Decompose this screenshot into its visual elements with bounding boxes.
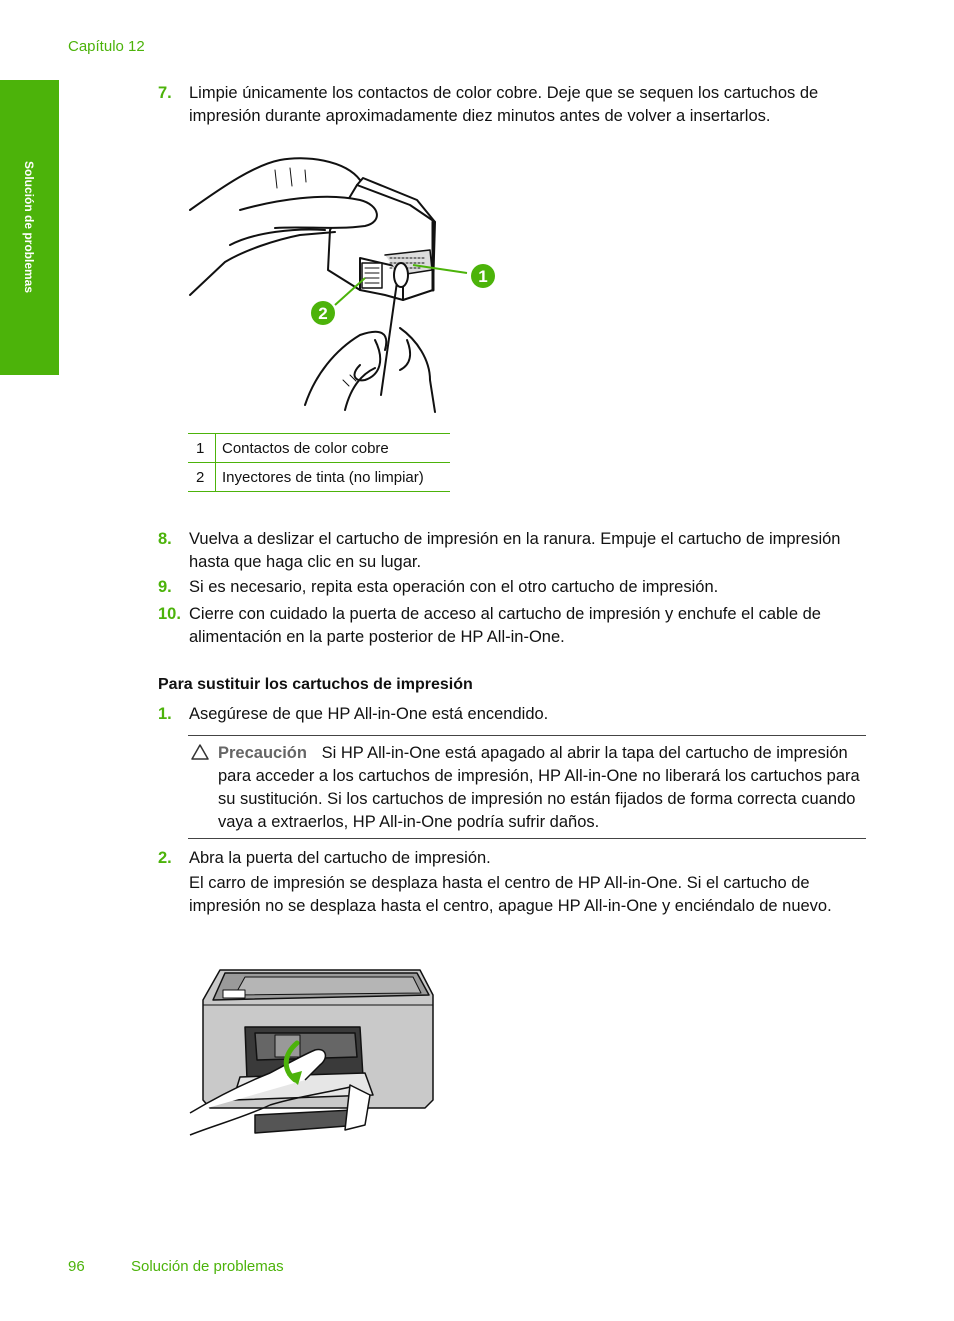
legend-label: Inyectores de tinta (no limpiar) <box>216 463 451 492</box>
chapter-header: Capítulo 12 <box>68 38 145 55</box>
step-2 <box>158 847 870 918</box>
step-number: 10. <box>158 605 181 623</box>
step-10 <box>158 603 870 649</box>
legend-label: Contactos de color cobre <box>216 434 451 463</box>
legend-number: 2 <box>188 463 216 492</box>
step-number: 1. <box>158 705 172 723</box>
printer-open-door-illustration <box>185 965 440 1150</box>
step-text: Si es necesario, repita esta operación con el otro cartucho de impresión. <box>189 578 719 596</box>
footer-title: Solución de problemas <box>131 1258 284 1275</box>
caution-text-block <box>218 742 864 834</box>
side-tab <box>0 80 59 375</box>
step-7 <box>158 82 870 128</box>
step-text: Asegúrese de que HP All-in-One está encendido. <box>189 705 549 723</box>
step-number: 2. <box>158 849 172 867</box>
caution-label: Precaución <box>218 744 307 762</box>
section-title: Para sustituir los cartuchos de impresión <box>158 676 473 693</box>
page-number: 96 <box>68 1258 85 1275</box>
caution-text: Si HP All-in-One está apagado al abrir la tapa del cartucho de impresión para acceder a los cartuchos de impresión, HP All-in-One no liberará los cartuchos para su sustitución. Si los cartuchos de impresión no están fijados de forma correcta cuando vaya a extraerlos, HP All-in-One podría sufrir daños. <box>218 744 860 831</box>
step-1 <box>158 703 870 726</box>
step-8 <box>158 528 870 574</box>
callout-legend <box>188 433 450 492</box>
legend-row <box>188 434 450 463</box>
step-text: Abra la puerta del cartucho de impresión. <box>189 849 491 867</box>
step-9 <box>158 576 870 599</box>
cartridge-cleaning-illustration <box>185 150 500 415</box>
caution-note <box>188 735 866 839</box>
step-number: 9. <box>158 578 172 596</box>
step-text: Vuelva a deslizar el cartucho de impresión en la ranura. Empuje el cartucho de impresión hasta que haga clic en su lugar. <box>189 530 841 571</box>
legend-number: 1 <box>188 434 216 463</box>
step-number: 8. <box>158 530 172 548</box>
callout-2: 2 <box>318 304 328 323</box>
step-text: Limpie únicamente los contactos de color cobre. Deje que se sequen los cartuchos de impresión durante aproximadamente diez minutos antes de volver a insertarlos. <box>189 84 819 125</box>
side-tab-label: Solución de problemas <box>22 160 36 294</box>
step-text: Cierre con cuidado la puerta de acceso al cartucho de impresión y enchufe el cable de alimentación en la parte posterior de HP All-in-One. <box>189 605 821 646</box>
legend-row <box>188 463 450 492</box>
warning-triangle-icon <box>191 744 209 760</box>
step-detail: El carro de impresión se desplaza hasta el centro de HP All-in-One. Si el cartucho de impresión no se desplaza hasta el centro, apague HP All-in-One y enciéndalo de nuevo. <box>189 874 832 915</box>
step-number: 7. <box>158 84 172 102</box>
callout-1: 1 <box>478 267 488 286</box>
